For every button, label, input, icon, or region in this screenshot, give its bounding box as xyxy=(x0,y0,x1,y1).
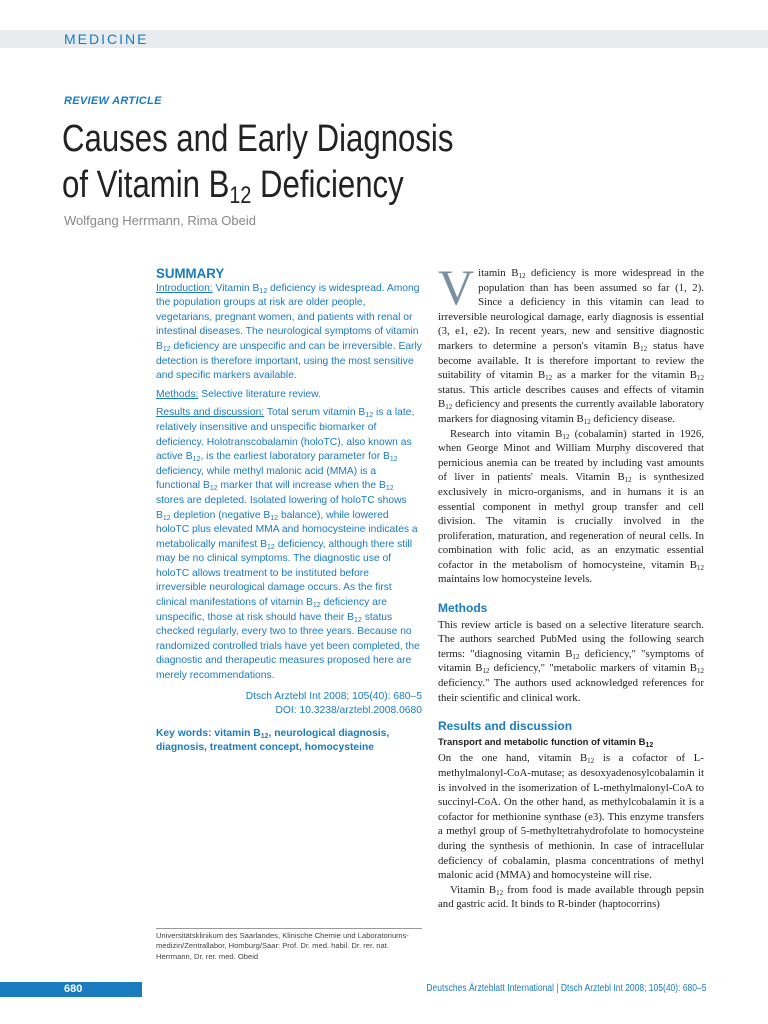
summary-results: Results and discussion: Total serum vitamin $B_{12}$ is a late, relatively insensitive and unspecific biomarker of deficiency. Holotranscobalamin (holoTC), also known as active $B_{12}$, is the earliest laboratory parameter for $B_{12}$ deficiency, while methyl malonic acid (MMA) is a functional $B_{12}$ marker that will increase when the $B_{12}$ stores are depleted. Isolated lowering of holoTC shows $B_{12}$ depletion (negative $B_{12}$ balance), while lowered holoTC plus elevated MMA and homocysteine indicates a metabolically manifest $B_{12}$ deficiency, although there still may be no clinical symptoms. The diagnostic use of holoTC allows treatment to be instituted before irreversible neurological damage occurs. As the first clinical manifestations of vitamin $B_{12}$ deficiency are unspecific, those at risk should have their $B_{12}$ status checked regularly, every two to three years. Because no randomized controlled trials have yet been completed, the diagnostic and therapeutic measures proposed here are merely recommendations. xyxy=(156,407,420,682)
footnote-divider xyxy=(156,928,422,929)
affiliation-footnote: Universitätsklinikum des Saarlandes, Klinische Chemie und Laboratoriums-medizin/Zentrallabor, Homburg/Saar: Prof. Dr. med. habil. Dr. rer. nat. Herrmann, Dr. rer. med. Obeid xyxy=(156,931,409,961)
main-column xyxy=(438,259,704,912)
summary-introduction: Introduction: Vitamin $B_{12}$ deficiency is widespread. Among the population groups at risk are older people, vegetarians, pregnant women, and patients with renal or intestinal diseases. The neurological symptoms of vitamin $B_{12}$ deficiency are unspecific and can be irreversible. Early detection is therefore important, using the most sensitive and specific markers available. xyxy=(156,282,422,382)
section-label: MEDICINE xyxy=(64,31,149,47)
key-words: Key words: vitamin $B_{12}$, neurological diagnosis, diagnosis, treatment concept, homocysteine xyxy=(156,727,390,754)
summary-box xyxy=(156,266,422,760)
title-line-1: Causes and Early Diagnosis xyxy=(62,118,454,160)
article-title xyxy=(62,116,453,219)
title-line-2: of Vitamin $B_{12}$ Deficiency xyxy=(62,164,404,209)
citation: Dtsch Arztebl Int 2008; 105(40): 680–5 DOI: 10.3238/arztebl.2008.0680 xyxy=(245,690,422,717)
journal-citation-footer: Deutsches Ärzteblatt International | Dtsch Arztebl Int 2008; 105(40): 680–5 xyxy=(425,983,706,994)
food-paragraph: Vitamin $B_{12}$ from food is made available through pepsin and gastric acid. It binds to R-binder (haptocorrins) xyxy=(438,883,704,911)
summary-heading: SUMMARY xyxy=(156,265,225,281)
summary-methods: Methods: Selective literature review. xyxy=(156,388,321,400)
transport-subheading: Transport and metabolic function of vitamin $B_{12}$ xyxy=(438,736,654,749)
drop-cap: V xyxy=(438,259,475,315)
transport-paragraph: On the one hand, vitamin $B_{12}$ is a cofactor of L-methylmalonyl-CoA-mutase; as desoxyadenosylcobalamin it is involved in the isomerization of L-methylmalonyl-CoA to succinyl-CoA. On the other hand, as methylcobalamin it is a cofactor for methionine synthase (e3). This enzyme transfers a methyl group of 5-methyltetrahydrofolate to homocysteine during the synthesis of methionin. In case of intracellular deficiency of cobalamin, plasma concentrations of methyl malonic acid (MMA) and homocysteine will rise. xyxy=(438,752,704,882)
authors: Wolfgang Herrmann, Rima Obeid xyxy=(64,213,256,228)
page-number: 680 xyxy=(64,983,83,995)
intro-paragraph: Vitamin $B_{12}$ deficiency is more widespread in the population than has been assumed so far (1, 2). Since a deficiency in this vitamin can lead to irreversible neurological damage, early diagnosis is essential (3, e1, e2). In recent years, new and sensitive diagnostic markers to determine a person's vitamin $B_{12}$ status have become available. It is therefore important to review the suitability of vitamin $B_{12}$ as a marker for the vitamin $B_{12}$ status. This article describes causes and effects of vitamin $B_{12}$ deficiency and presents the currently available laboratory markers for diagnosing vitamin $B_{12}$ deficiency disease. xyxy=(438,259,704,426)
article-type: REVIEW ARTICLE xyxy=(64,95,162,107)
methods-paragraph: This review article is based on a selective literature search. The authors searched PubMed using the following search terms: "diagnosing vitamin $B_{12}$ deficiency," "symptoms of vitamin $B_{12}$ deficiency," "metabolic markers of vitamin $B_{12}$ deficiency." The authors used acknowledged references for their scientific and clinical work. xyxy=(438,618,704,704)
results-heading: Results and discussion xyxy=(438,719,573,734)
history-paragraph: Research into vitamin $B_{12}$ (cobalamin) started in 1926, when George Minot and William Murphy discovered that pernicious anemia can be treated by including vast amounts of liver in patients' meals. Vitamin $B_{12}$ is synthesized exclusively in micro-organisms, and in humans it is an essential component in methyl group transfer and cell division. The vitamin is crucially involved in the proliferation, maturation, and regeneration of neural cells. In combination with folic acid, as an enzymatic essential cofactor in the metabolism of homocysteine, vitamin $B_{12}$ maintains low homocysteine levels. xyxy=(438,427,704,586)
methods-heading: Methods xyxy=(438,601,488,616)
